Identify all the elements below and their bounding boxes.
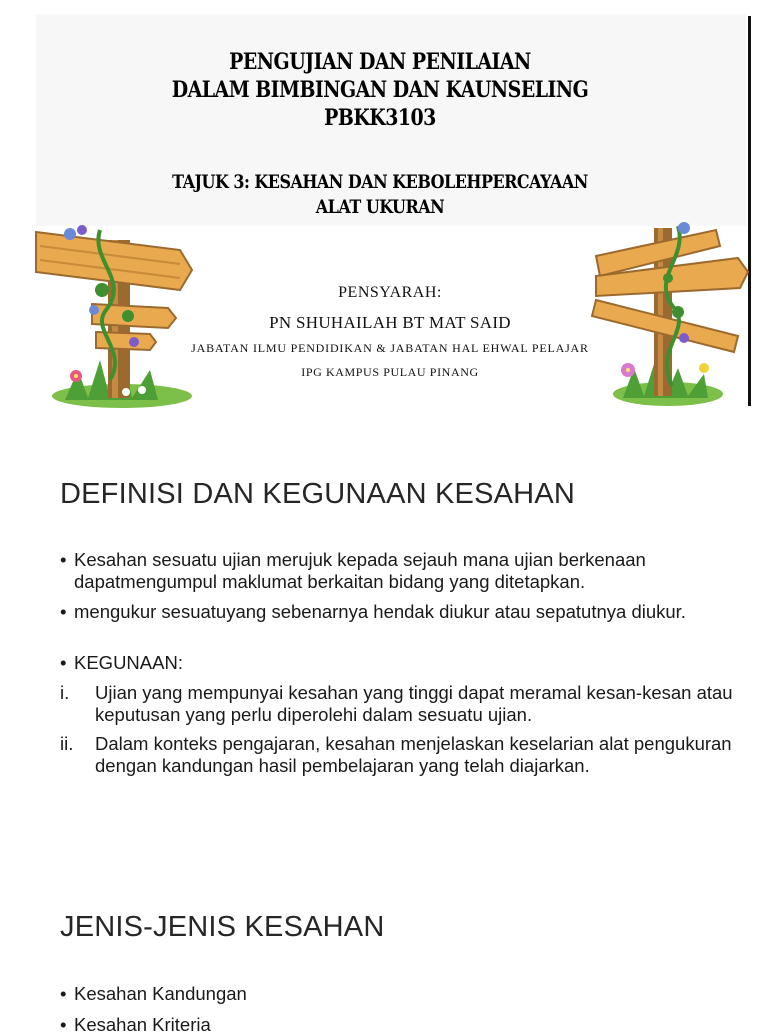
- number-marker: i.: [60, 682, 70, 703]
- bullet-marker: •: [60, 983, 67, 1004]
- lecturer-campus: IPG KAMPUS PULAU PINANG: [301, 365, 479, 379]
- lecturer-label: PENSYARAH:: [338, 284, 442, 301]
- topic-title-line: ALAT UKURAN: [315, 196, 445, 218]
- section-heading: JENIS-JENIS KESAHAN: [60, 911, 385, 943]
- list-item-text: Kesahan Kandungan: [74, 983, 247, 1004]
- course-title-line: DALAM BIMBINGAN DAN KAUNSELING: [171, 77, 589, 103]
- list-item: [60, 983, 740, 1005]
- list-item-text: Ujian yang mempunyai kesahan yang tinggi dapat meramal kesan-kesan atau keputusan yang perlu diperolehi dalam sesuatu ujian.: [95, 682, 733, 725]
- section-heading: DEFINISI DAN KEGUNAAN KESAHAN: [60, 478, 576, 510]
- course-code: PBKK3103: [324, 105, 436, 131]
- lecturer-name: PN SHUHAILAH BT MAT SAID: [269, 313, 511, 332]
- course-title-line: PENGUJIAN DAN PENILAIAN: [229, 49, 531, 75]
- list-item: [60, 682, 740, 726]
- topic-title: [0, 170, 760, 220]
- list-item-text: KEGUNAAN:: [74, 652, 183, 673]
- topic-title-line: TAJUK 3: KESAHAN DAN KEBOLEHPERCAYAAN: [172, 171, 588, 193]
- bullet-marker: •: [60, 652, 67, 673]
- course-title: [0, 48, 760, 132]
- bullet-marker: •: [60, 1014, 67, 1035]
- bullet-marker: •: [60, 601, 67, 622]
- list-item-text: Kesahan Kriteria: [74, 1014, 211, 1035]
- list-item: [60, 1014, 740, 1036]
- content-slide: [0, 430, 768, 1035]
- list-item-text: Kesahan sesuatu ujian merujuk kepada sejauh mana ujian berkenaan dapatmengumpul maklumat berkaitan bidang yang ditetapkan.: [74, 549, 646, 592]
- lecturer-department: JABATAN ILMU PENDIDIKAN & JABATAN HAL EHWAL PELAJAR: [191, 341, 589, 355]
- list-item: [60, 652, 740, 674]
- list-item: [60, 549, 740, 593]
- list-item: [60, 601, 740, 623]
- list-item-text: mengukur sesuatuyang sebenarnya hendak diukur atau sepatutnya diukur.: [74, 601, 686, 622]
- title-slide: [0, 0, 768, 410]
- list-item-text: Dalam konteks pengajaran, kesahan menjelaskan keselarian alat pengukuran dengan kandungan hasil pembelajaran yang telah diajarkan.: [95, 733, 732, 776]
- number-marker: ii.: [60, 733, 74, 754]
- list-item: [60, 733, 740, 777]
- bullet-marker: •: [60, 549, 67, 570]
